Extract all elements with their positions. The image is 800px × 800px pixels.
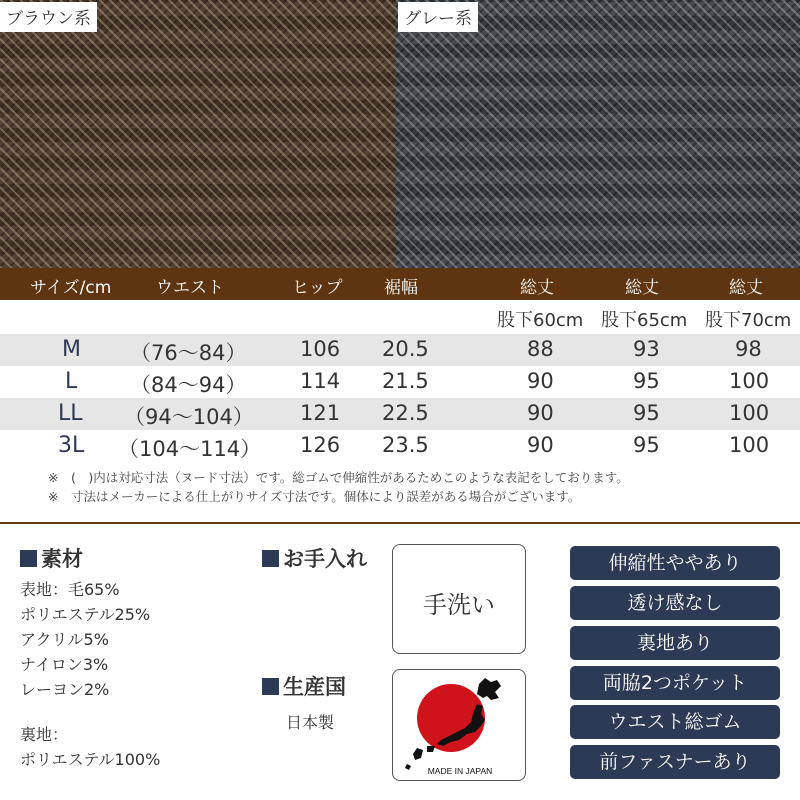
material-surface-line: レーヨン2% <box>20 680 110 699</box>
origin-title <box>262 671 346 701</box>
hip-cell: 114 <box>300 369 341 393</box>
length-60-cell: 90 <box>527 433 554 457</box>
length-65-cell: 95 <box>633 401 660 425</box>
size-cell: LL <box>58 401 83 426</box>
japan-map-icon <box>393 670 526 781</box>
grey-fabric-swatch <box>396 0 800 268</box>
badge-text: MADE IN JAPAN <box>427 766 493 776</box>
header-hip: ヒップ <box>292 278 343 298</box>
header-length-65: 総丈 <box>625 278 659 298</box>
table-note-tolerance: ※ 寸法はメーカーによる仕上がりサイズ寸法です。個体により誤差がある場合がございます。 <box>48 489 581 504</box>
header-length-70: 総丈 <box>729 278 763 298</box>
length-60-cell: 90 <box>527 369 554 393</box>
material-lining-line: 裏地： <box>20 725 69 744</box>
length-65-cell: 95 <box>633 433 660 457</box>
hem-cell: 20.5 <box>382 337 429 361</box>
square-bullet-icon <box>262 550 279 567</box>
feature-badge: 裏地あり <box>570 626 780 660</box>
feature-badge: 前ファスナーあり <box>570 745 780 779</box>
waist-cell: （84〜94） <box>130 373 247 397</box>
square-bullet-icon <box>20 550 37 567</box>
material-surface-line: ポリエステル25% <box>20 605 151 624</box>
length-65-cell: 93 <box>633 337 660 361</box>
feature-badge: 両脇2つポケット <box>570 666 780 700</box>
brown-fabric-swatch <box>0 0 396 268</box>
material-surface-line: 表地：毛65% <box>20 580 120 599</box>
hip-cell: 106 <box>300 337 341 361</box>
hem-cell: 23.5 <box>382 433 429 457</box>
origin-title-text: 生産国 <box>283 675 346 699</box>
size-table-header <box>0 268 800 300</box>
origin-country: 日本製 <box>286 713 335 732</box>
header-length-60: 総丈 <box>520 278 554 298</box>
length-70-cell: 100 <box>729 433 770 457</box>
material-title <box>20 543 83 573</box>
care-title <box>262 543 367 573</box>
subheader-inseam-65: 股下65cm <box>601 310 688 331</box>
hem-cell: 22.5 <box>382 401 429 425</box>
care-title-text: お手入れ <box>283 547 367 571</box>
material-surface-line: アクリル5% <box>20 630 109 649</box>
waist-cell: （76〜84） <box>130 341 247 365</box>
waist-cell: （104〜114） <box>118 437 262 461</box>
feature-badge: 伸縮性ややあり <box>570 546 780 580</box>
feature-badge: ウエスト総ゴム <box>570 705 780 739</box>
length-70-cell: 100 <box>729 401 770 425</box>
header-size: サイズ/cm <box>30 278 112 298</box>
brown-swatch-label: ブラウン系 <box>0 2 97 32</box>
material-lining-line: ポリエステル100% <box>20 750 161 769</box>
header-waist: ウエスト <box>156 278 224 298</box>
size-cell: M <box>62 337 81 362</box>
length-60-cell: 88 <box>527 337 554 361</box>
length-60-cell: 90 <box>527 401 554 425</box>
length-70-cell: 98 <box>735 337 762 361</box>
subheader-inseam-70: 股下70cm <box>705 310 792 331</box>
length-70-cell: 100 <box>729 369 770 393</box>
size-cell: 3L <box>58 433 85 458</box>
table-note-nude-size: ※ ( )内は対応寸法（ヌード寸法）です。総ゴムで伸縮性があるためこのような表記をしております。 <box>48 470 629 485</box>
feature-badge: 透け感なし <box>570 586 780 620</box>
section-divider <box>0 522 800 524</box>
table-row <box>0 366 800 398</box>
waist-cell: （94〜104） <box>124 405 254 429</box>
subheader-inseam-60: 股下60cm <box>497 310 584 331</box>
square-bullet-icon <box>262 678 279 695</box>
hip-cell: 126 <box>300 433 341 457</box>
hip-cell: 121 <box>300 401 341 425</box>
material-title-text: 素材 <box>41 547 83 571</box>
header-hem: 裾幅 <box>384 278 418 298</box>
length-65-cell: 95 <box>633 369 660 393</box>
table-row <box>0 398 800 430</box>
made-in-japan-badge <box>392 669 526 781</box>
care-method: 手洗い <box>423 591 495 619</box>
material-surface-line: ナイロン3% <box>20 655 109 674</box>
hem-cell: 21.5 <box>382 369 429 393</box>
table-row <box>0 334 800 366</box>
grey-swatch-label: グレー系 <box>398 2 478 32</box>
table-row <box>0 430 800 462</box>
size-cell: L <box>65 369 78 394</box>
care-method-box <box>392 544 526 654</box>
